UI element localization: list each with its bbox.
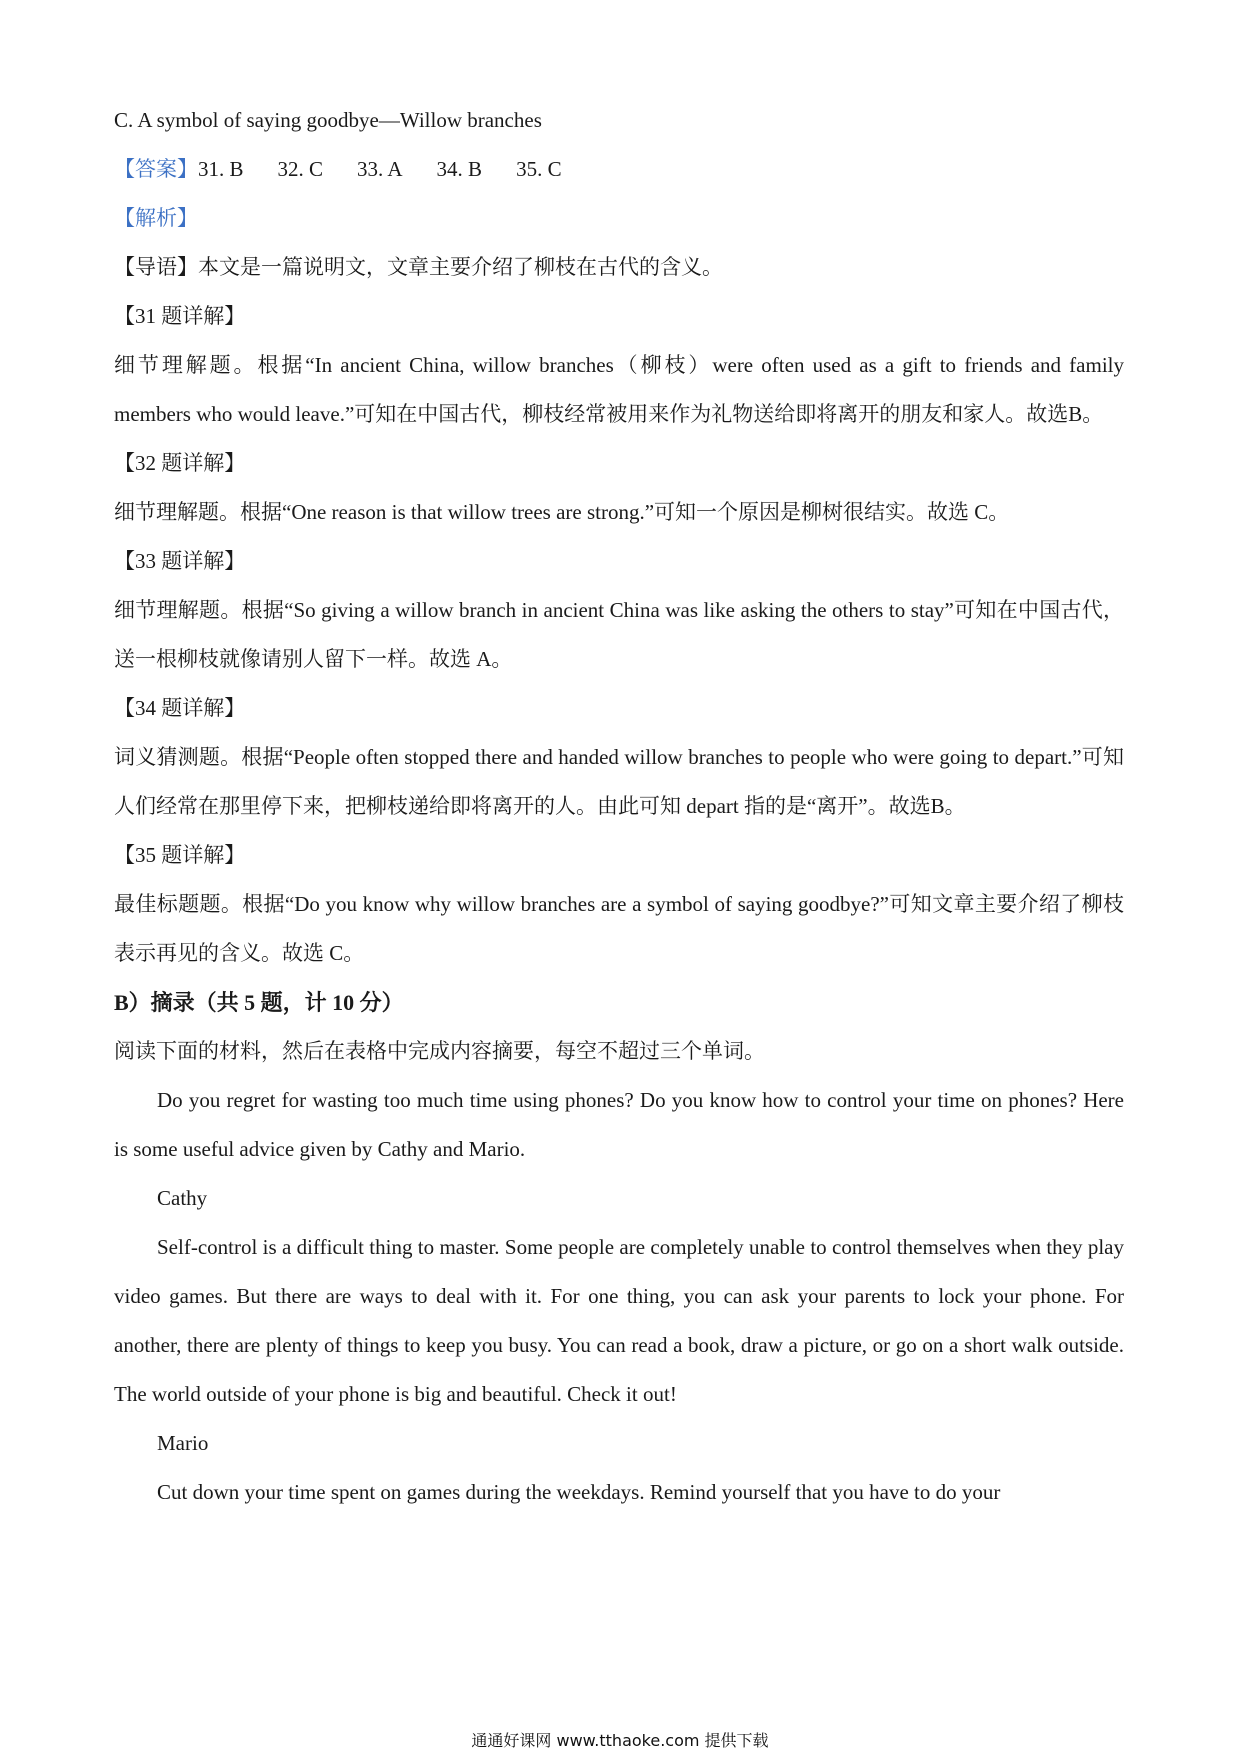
page-footer: 通通好课网 www.tthaoke.com 提供下载 <box>471 1731 769 1750</box>
answer-item: 34. B <box>436 157 483 181</box>
passage-intro: Do you regret for wasting too much time using phones? Do you know how to control your time on phones? Here is some useful advice given by Cathy and Mario. <box>114 1088 1124 1161</box>
mario-text: Cut down your time spent on games during the weekdays. Remind yourself that you have to do your <box>157 1480 1001 1504</box>
intro-line: 【导语】本文是一篇说明文，文章主要介绍了柳枝在古代的含义。 <box>114 255 723 279</box>
q31-title: 【31 题详解】 <box>114 304 246 328</box>
mario-name: Mario <box>157 1431 209 1455</box>
cathy-name: Cathy <box>157 1186 208 1210</box>
section-b-heading: B）摘录（共 5 题，计 10 分） <box>114 990 404 1015</box>
answer-item: 33. A <box>357 157 403 181</box>
q33-body: 细节理解题。根据“So giving a willow branch in ancient China was like asking the others to stay”可知在中国古代，送一根柳枝就像请别人留下一样。故选 A。 <box>114 598 1124 671</box>
answer-tag: 【答案】 <box>114 157 198 181</box>
cathy-text: Self-control is a difficult thing to master. Some people are completely unable to control themselves when they play video games. But there are ways to deal with it. For one thing, you can ask your parents to lock your phone. For another, there are plenty of things to keep you busy. You can read a book, draw a picture, or go on a short walk outside. The world outside of your phone is big and beautiful. Check it out! <box>114 1235 1124 1406</box>
q35-title: 【35 题详解】 <box>114 843 246 867</box>
answer-item: 31. B <box>198 157 244 181</box>
answer-item: 32. C <box>277 157 324 181</box>
answer-line <box>114 145 1124 194</box>
q32-body: 细节理解题。根据“One reason is that willow trees are strong.”可知一个原因是柳树很结实。故选 C。 <box>114 500 1010 524</box>
document-page <box>114 96 1124 1517</box>
q34-title: 【34 题详解】 <box>114 696 246 720</box>
q33-title: 【33 题详解】 <box>114 549 246 573</box>
q34-body: 词义猜测题。根据“People often stopped there and handed willow branches to people who were going to depart.”可知人们经常在那里停下来，把柳枝递给即将离开的人。由此可知 depart 指的是“离开”。故选B。 <box>114 745 1124 818</box>
q31-body: 细节理解题。根据“In ancient China, willow branches（柳枝）were often used as a gift to friends and family members who would leave.”可知在中国古代，柳枝经常被用来作为礼物送给即将离开的朋友和家人。故选B。 <box>114 353 1124 426</box>
q32-title: 【32 题详解】 <box>114 451 246 475</box>
section-b-instruction: 阅读下面的材料，然后在表格中完成内容摘要，每空不超过三个单词。 <box>114 1039 765 1063</box>
analysis-tag: 【解析】 <box>114 206 198 230</box>
option-c-line: C. A symbol of saying goodbye—Willow branches <box>114 108 542 132</box>
answer-item: 35. C <box>516 157 562 181</box>
q35-body: 最佳标题题。根据“Do you know why willow branches are a symbol of saying goodbye?”可知文章主要介绍了柳枝表示再见的含义。故选 C。 <box>114 892 1124 965</box>
